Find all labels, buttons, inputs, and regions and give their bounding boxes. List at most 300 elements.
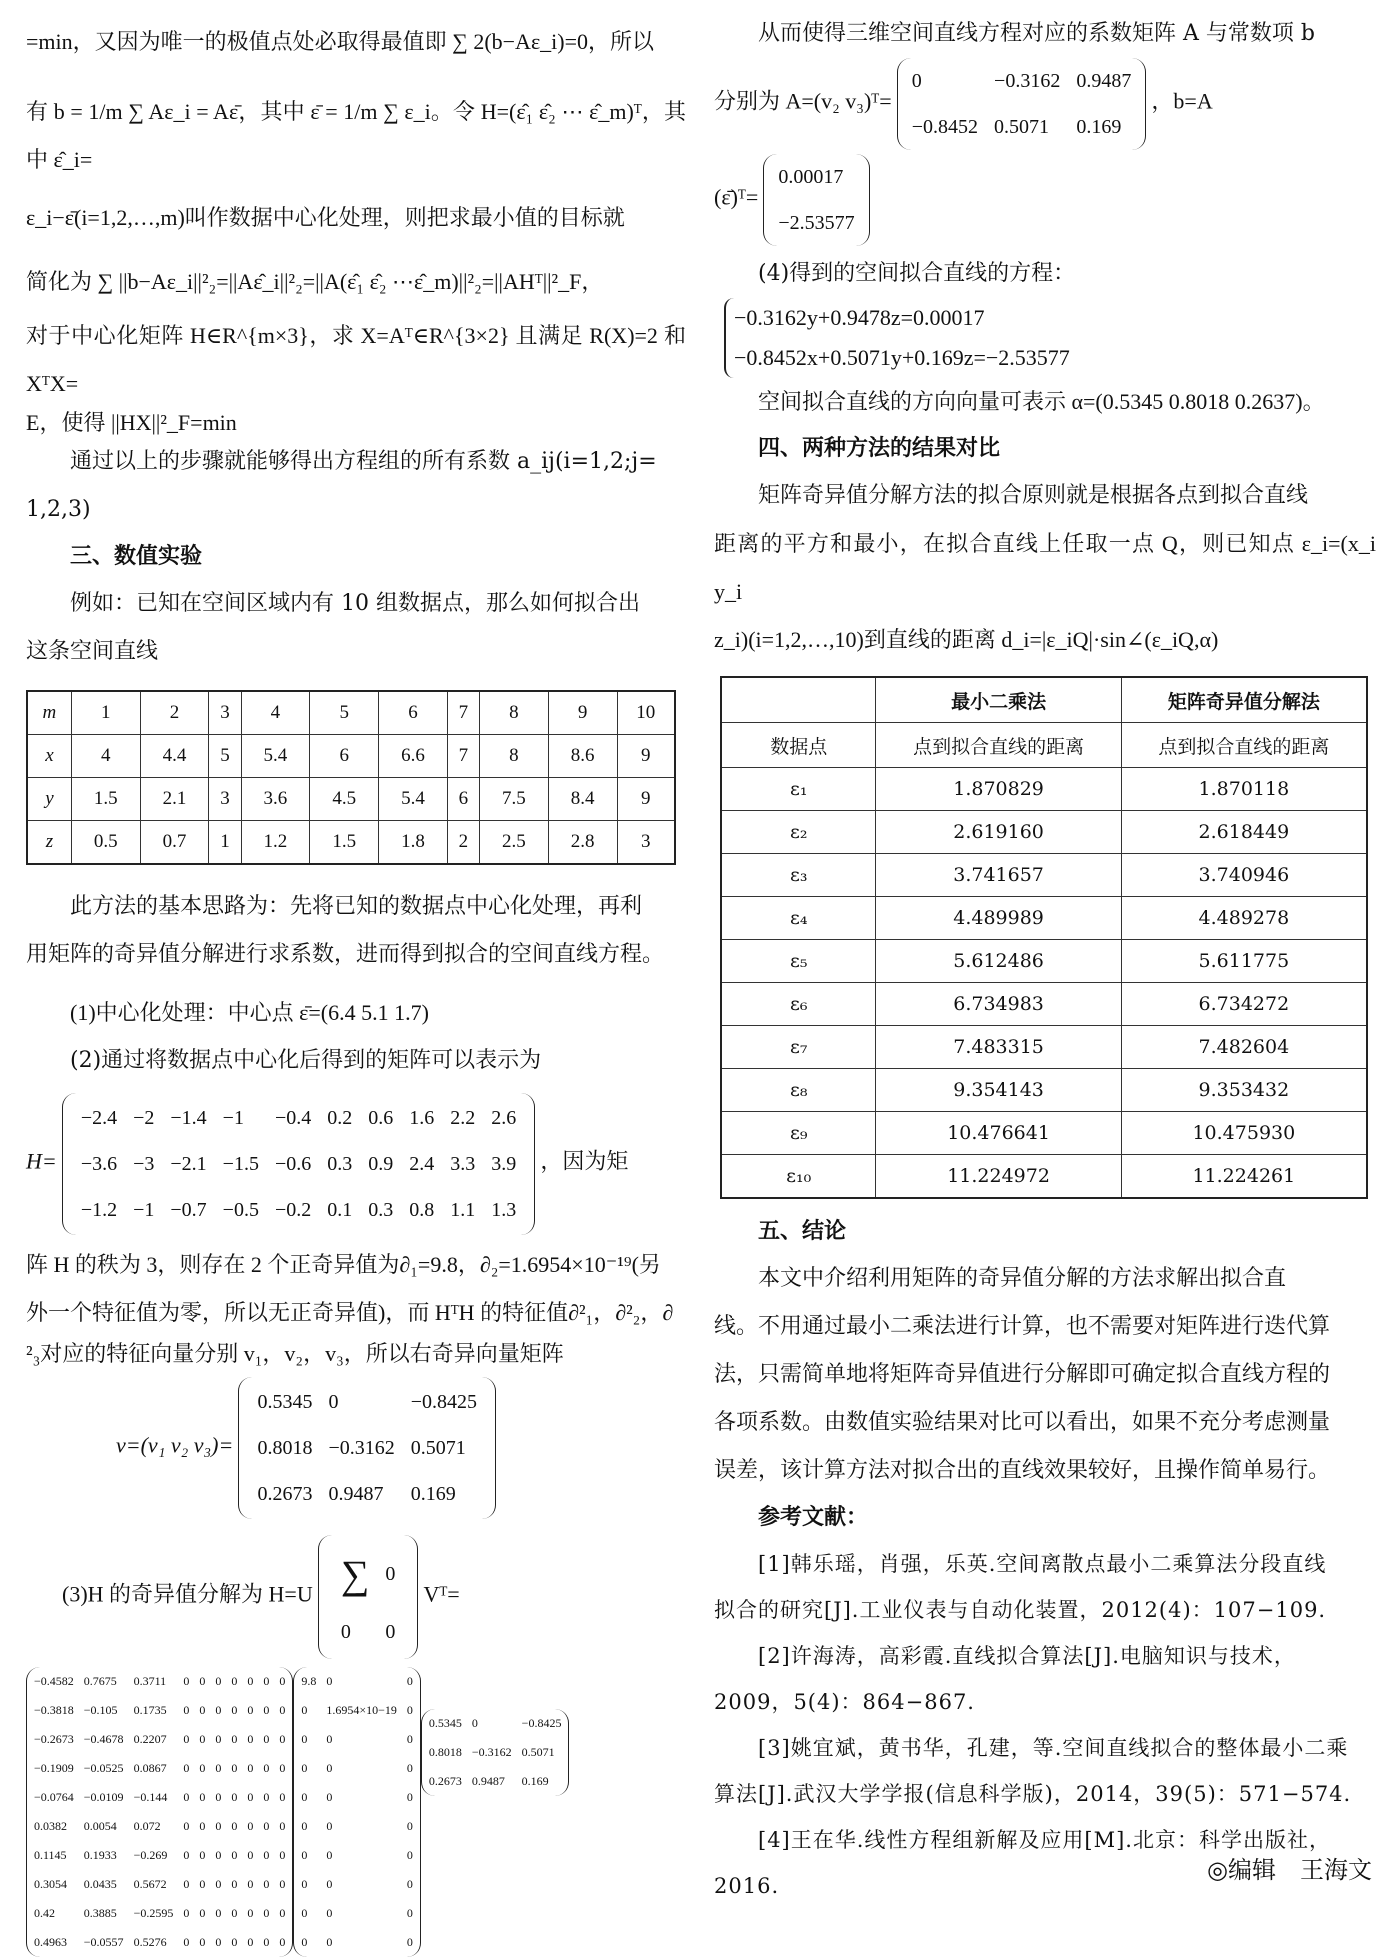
matrix-U-cell: 0 [231,1703,238,1717]
matrix-VT-cell: 0.8018 [428,1744,462,1759]
matrix-tail: ，b=A [1151,88,1213,114]
matrix-S-cell: 0 [406,1761,413,1775]
matrix-U-cell: 0 [263,1761,270,1775]
paragraph: (1)中心化处理：中心点 ε̄=(6.4 5.1 1.7) [70,1000,429,1025]
data-table-cell: 1.5 [71,778,140,821]
matrix-S-cell: 1.6954×10−19 [326,1703,397,1717]
matrix-VT-cell: 0.169 [521,1773,549,1788]
matrix-U-cell: 0 [247,1935,254,1949]
matrix-H-cell: −1.5 [222,1152,259,1175]
comparison-cell: ε₉ [721,1112,876,1155]
matrix-S-row [296,1696,418,1725]
comparison-row [721,983,1367,1026]
paragraph: 阵 H 的秩为 3，则存在 2 个正奇异值为∂₁=9.8，∂₂=1.6954×10⁻¹⁹(另 [26,1252,661,1277]
comparison-row [721,768,1367,811]
vector-b [763,154,869,246]
section-heading: 三、数值实验 [70,544,203,569]
equation: −0.3162y+0.9478z=0.00017 [734,305,985,330]
reference-line: [1]韩乐瑶，肖强，乐英.空间离散点最小二乘算法分段直线 [758,1552,1327,1576]
comparison-cell: 9.353432 [1121,1069,1367,1112]
matrix-U-cell: 0 [279,1732,286,1746]
comparison-cell: ε₁₀ [721,1155,876,1199]
matrix-S-cell: 0 [406,1819,413,1833]
data-points-table [26,690,676,865]
matrix-U-cell: −0.2673 [34,1732,74,1746]
matrix-U-cell: 0 [215,1761,222,1775]
matrix-U-cell: −0.0525 [83,1761,124,1775]
comparison-cell: 5.611775 [1121,940,1367,983]
paragraph: 本文中介绍利用矩阵的奇异值分解的方法求解出拟合直 [758,1266,1287,1291]
matrix-H-row [73,1141,524,1187]
data-table-cell: 8.4 [548,778,617,821]
data-table-cell: 4 [71,735,140,778]
paragraph: 有 b = 1/m ∑ Aε_i = Aε̄，其中 ε̄ = 1/m ∑ ε_i。令 H=(ε̂₁ ε̂₂ ⋯ ε̂_m)ᵀ，其中 ε̂_i= [26,99,686,172]
comparison-cell: 10.475930 [1121,1112,1367,1155]
matrix-label: 分别为 A=(v₂ v₃)ᵀ= [714,88,892,114]
comparison-row [721,1069,1367,1112]
matrix-U-cell: 0 [199,1819,206,1833]
matrix-U-cell: 0 [263,1819,270,1833]
matrix-v-cell: 0.5345 [257,1390,313,1413]
matrix-U-cell: 0 [231,1877,238,1891]
matrix-U-cell: 0 [183,1906,190,1920]
matrix-A-cell: 0.169 [1076,115,1122,138]
matrix-U-cell: 0.5276 [133,1935,167,1949]
matrix-U-cell: 0 [263,1674,270,1688]
matrix-H-cell: −3 [133,1152,155,1175]
matrix-U-cell: 0 [231,1935,238,1949]
matrix-H-cell: 2.6 [491,1106,517,1129]
matrix-U-cell: 0 [263,1790,270,1804]
matrix-S-row [296,1812,418,1841]
svd-label: (3)H 的奇异值分解为 H=U [62,1581,313,1607]
data-table-cell: y [27,778,71,821]
comparison-row [721,1155,1367,1199]
reference-line: 拟合的研究[J].工业仪表与自动化装置，2012(4)：107−109. [714,1598,1327,1622]
data-table-cell: 5.4 [241,735,310,778]
matrix-H-cell: −0.6 [274,1152,312,1175]
data-table-cell: 9 [617,735,675,778]
matrix-U-cell: 0 [231,1732,238,1746]
reference-line: 2016. [714,1874,780,1898]
data-table-cell: 6.6 [379,735,448,778]
matrix-S-cell: 0 [326,1732,333,1746]
matrix-U-cell: 0 [263,1877,270,1891]
matrix-VT-cell: 0.5345 [428,1715,462,1730]
comparison-cell: ε₇ [721,1026,876,1069]
matrix-S-cell: 0 [301,1732,308,1746]
comparison-header-cell: 点到拟合直线的距离 [876,723,1121,768]
matrix-U-cell: 0 [199,1935,206,1949]
matrix-v-cell: −0.8425 [410,1390,478,1413]
matrix-v-cell: 0.5071 [410,1436,466,1459]
data-table-cell: 3 [209,778,241,821]
data-table-cell: 8.6 [548,735,617,778]
matrix-H-cell: −2 [133,1106,155,1129]
matrix-A-cell: 0 [911,69,922,92]
matrix-H-row [73,1187,524,1233]
matrix-H-cell: −2.1 [170,1152,207,1175]
matrix-U-cell: −0.0764 [34,1790,74,1804]
matrix-U-cell: 0 [215,1674,222,1688]
matrix-U-row [29,1754,290,1783]
matrix-S-cell: 0 [301,1761,308,1775]
matrix-H-cell: 0.8 [409,1198,435,1221]
paragraph: 通过以上的步骤就能够得出方程组的所有系数 a_ij(i=1,2;j= [70,449,657,474]
matrix-A-cell: −0.3162 [994,69,1061,92]
data-table-cell: 9 [548,691,617,735]
paragraph: 例如：已知在空间区域内有 10 组数据点，那么如何拟合出 [70,591,640,616]
matrix-H-cell: 0.6 [368,1106,394,1129]
matrix-U-cell: 0.3054 [34,1877,67,1891]
matrix-U [26,1667,293,1957]
matrix-U-cell: 0 [231,1906,238,1920]
matrix-U-cell: 0 [183,1703,190,1717]
matrix-U-cell: 0 [247,1819,254,1833]
comparison-cell: ε₆ [721,983,876,1026]
matrix-U-cell: −0.1909 [34,1761,74,1775]
matrix-S-cell: 0 [326,1674,333,1688]
comparison-header-cell: 数据点 [721,723,876,768]
comparison-cell: 9.354143 [876,1069,1121,1112]
matrix-H [62,1093,535,1235]
data-table-cell: 4 [241,691,310,735]
data-table-row [27,821,675,865]
sigma-matrix: ∑ 0 0 0 [318,1535,419,1659]
matrix-U-row [29,1783,290,1812]
matrix-S-cell: 0 [301,1848,308,1862]
data-table-cell: 10 [617,691,675,735]
data-table-cell: 3 [209,691,241,735]
matrix-S-cell: 9.8 [301,1674,317,1688]
matrix-U-cell: 0 [279,1761,286,1775]
data-table-cell: 4.4 [140,735,209,778]
data-table-cell: 7 [447,691,479,735]
matrix-S [293,1667,421,1957]
matrix-U-cell: 0.0435 [83,1877,117,1891]
matrix-VT-row [424,1738,567,1767]
paragraph: 简化为 ∑ ||b−Aε_i||²₂=||Aε̂_i||²₂=||A(ε̂₁ ε̂₂ ⋯ε̂_m)||²₂=||AHᵀ||²_F， [26,269,604,294]
matrix-S-row [296,1754,418,1783]
matrix-S-cell: 0 [406,1935,413,1949]
data-table-row [27,691,675,735]
matrix-U-cell: 0 [263,1848,270,1862]
matrix-U-cell: 0 [247,1674,254,1688]
matrix-v-cell: 0.2673 [257,1482,313,1505]
data-table-cell: 7.5 [480,778,549,821]
matrix-U-cell: 0 [215,1877,222,1891]
matrix-U-cell: 0 [247,1906,254,1920]
vector-b-block [714,154,1376,246]
comparison-cell: 4.489989 [876,897,1121,940]
matrix-U-cell: 0 [231,1819,238,1833]
paragraph: E，使得 ||HX||²_F=min [26,410,237,435]
matrix-U-cell: 0 [215,1703,222,1717]
matrix-A-cell: 0.9487 [1076,69,1132,92]
data-table-cell: 1 [209,821,241,865]
paragraph: 各项系数。由数值实验结果对比可以看出，如果不充分考虑测量 [714,1410,1331,1435]
matrix-U-cell: 0 [279,1877,286,1891]
matrix-S-cell: 0 [326,1819,333,1833]
matrix-S-row [296,1899,418,1928]
matrix-U-cell: 0 [183,1848,190,1862]
matrix-U-cell: 0 [247,1732,254,1746]
matrix-U-cell: 0 [231,1790,238,1804]
matrix-U-cell: 0.42 [34,1906,55,1920]
matrix-VT [421,1709,570,1796]
paragraph: 这条空间直线 [26,639,159,664]
comparison-table [720,676,1368,1199]
matrix-S-cell: 0 [301,1819,308,1833]
matrix-S-cell: 0 [326,1935,333,1949]
matrix-tail: ，因为矩 [540,1148,629,1174]
matrix-H-cell: −1.4 [170,1106,207,1129]
comparison-header-cell: 点到拟合直线的距离 [1121,723,1367,768]
matrix-H-row [73,1095,524,1141]
matrix-H-cell: 2.4 [409,1152,435,1175]
comparison-cell: 11.224261 [1121,1155,1367,1199]
matrix-U-cell: 0.5672 [133,1877,167,1891]
paragraph: 对于中心化矩阵 H∈R^{m×3}，求 X=Aᵀ∈R^{3×2} 且满足 R(X)=2 和 XᵀX= [26,323,686,396]
matrix-U-cell: 0 [199,1732,206,1746]
matrix-VT-cell: 0 [471,1715,478,1730]
paragraph: 1,2,3) [26,497,91,522]
data-table-cell: 0.5 [71,821,140,865]
matrix-U-cell: −0.4582 [34,1674,74,1688]
matrix-A-cell: −0.8452 [911,115,979,138]
matrix-U-cell: 0.3711 [133,1674,167,1688]
paragraph: ε_i−ε̄(i=1,2,…,m)叫作数据中心化处理，则把求最小值的目标就 [26,205,625,230]
data-table-cell: m [27,691,71,735]
matrix-U-cell: 0 [247,1877,254,1891]
matrix-U-cell: 0 [279,1703,286,1717]
paragraph: (2)通过将数据点中心化后得到的矩阵可以表示为 [70,1048,542,1073]
matrix-S-cell: 0 [406,1906,413,1920]
vector-b-cell: −2.53577 [778,211,855,234]
data-table-cell: 3.6 [241,778,310,821]
svd-tail: Vᵀ= [423,1581,460,1607]
matrix-U-cell: 0 [183,1761,190,1775]
comparison-cell: ε₁ [721,768,876,811]
vector-b-row [770,154,862,200]
data-table-row [27,778,675,821]
comparison-header-cell: 最小二乘法 [876,677,1121,723]
matrix-U-cell: 0 [199,1761,206,1775]
matrix-A-row [904,58,1140,104]
paragraph: ²₃对应的特征向量分别 v₁，v₂，v₃，所以右奇异向量矩阵 [26,1341,564,1366]
comparison-header-cell: 矩阵奇异值分解法 [1121,677,1367,723]
matrix-U-cell: −0.3818 [34,1703,74,1717]
matrix-U-cell: 0 [199,1703,206,1717]
matrix-S-cell: 0 [326,1761,333,1775]
comparison-row [721,1026,1367,1069]
matrix-U-cell: 0.0867 [133,1761,167,1775]
matrix-U-cell: 0 [183,1732,190,1746]
comparison-cell: 4.489278 [1121,897,1367,940]
matrix-U-cell: −0.269 [133,1848,168,1862]
data-table-cell: 7 [447,735,479,778]
data-table-cell: 0.7 [140,821,209,865]
matrix-VT-row [424,1709,567,1738]
matrix-S-cell: 0 [406,1877,413,1891]
comparison-cell: 6.734983 [876,983,1121,1026]
matrix-U-cell: 0 [263,1935,270,1949]
matrix-VT-cell: 0.2673 [428,1773,462,1788]
comparison-header-row [721,677,1367,723]
data-table-cell: 2.5 [480,821,549,865]
vector-b-cell: 0.00017 [778,165,844,188]
comparison-cell: 6.734272 [1121,983,1367,1026]
paragraph: 外一个特征值为零，所以无正奇异值)，而 HᵀH 的特征值∂²₁，∂²₂，∂ [26,1300,674,1325]
comparison-cell: ε₃ [721,854,876,897]
data-table-cell: 1.8 [379,821,448,865]
matrix-H-cell: 3.3 [450,1152,476,1175]
editor-signature: ◎编辑 王海文 [1207,1856,1372,1884]
matrix-S-row [296,1725,418,1754]
matrix-S-cell: 0 [301,1906,308,1920]
data-table-cell: 6 [379,691,448,735]
vector-label: (ε̄)ᵀ= [714,184,759,210]
reference-line: [3]姚宜斌，黄书华，孔建，等.空间直线拟合的整体最小二乘 [758,1736,1349,1760]
paragraph: 误差，该计算方法对拟合出的直线效果较好，且操作简单易行。 [714,1458,1331,1483]
matrix-A-row [904,104,1140,150]
data-table-cell: 3 [617,821,675,865]
data-table-cell: z [27,821,71,865]
data-table-cell: 5 [209,735,241,778]
comparison-cell: ε₅ [721,940,876,983]
matrix-H-cell: 2.2 [450,1106,476,1129]
comparison-cell: 2.618449 [1121,811,1367,854]
matrix-U-cell: 0 [199,1790,206,1804]
matrix-U-cell: 0 [279,1790,286,1804]
data-table-row [27,735,675,778]
right-column [714,10,1376,1909]
matrix-U-cell: 0 [183,1935,190,1949]
matrix-VT-row [424,1767,567,1796]
comparison-cell: 3.741657 [876,854,1121,897]
paragraph: 距离的平方和最小，在拟合直线上任取一点 Q，则已知点 ε_i=(x_i y_i [714,531,1376,604]
matrix-H-cell: 1.3 [491,1198,517,1221]
matrix-U-cell: −0.2595 [133,1906,174,1920]
comparison-row [721,811,1367,854]
matrix-VT-cell: −0.8425 [521,1715,562,1730]
matrix-H-cell: −1 [222,1106,244,1129]
comparison-cell: 3.740946 [1121,854,1367,897]
reference-line: [4]王在华.线性方程组新解及应用[M].北京：科学出版社， [758,1828,1331,1852]
comparison-cell: 2.619160 [876,811,1121,854]
matrix-S-row [296,1783,418,1812]
comparison-cell: 7.483315 [876,1026,1121,1069]
matrix-S-cell: 0 [406,1703,413,1717]
comparison-row [721,1112,1367,1155]
comparison-row [721,940,1367,983]
matrix-U-cell: 0.1735 [133,1703,167,1717]
matrix-S-cell: 0 [301,1935,308,1949]
matrix-S-cell: 0 [406,1732,413,1746]
matrix-v-row [249,1471,485,1517]
comparison-cell: 7.482604 [1121,1026,1367,1069]
matrix-U-cell: 0 [199,1906,206,1920]
matrix-U-cell: 0 [183,1877,190,1891]
matrix-v-row [249,1425,485,1471]
matrix-U-cell: 0.0382 [34,1819,67,1833]
data-table-cell: 1.5 [310,821,379,865]
matrix-H-cell: −0.2 [274,1198,312,1221]
matrix-H-cell: 0.3 [327,1152,353,1175]
matrix-U-cell: 0 [215,1935,222,1949]
matrix-H-cell: 1.1 [450,1198,476,1221]
matrix-S-cell: 0 [326,1877,333,1891]
matrix-U-row [29,1725,290,1754]
matrix-v-cell: 0.9487 [328,1482,384,1505]
matrix-S-cell: 0 [301,1877,308,1891]
left-column [26,10,686,1957]
data-table-cell: 6 [310,735,379,778]
matrix-U-cell: 0 [247,1703,254,1717]
matrix-VT-cell: −0.3162 [471,1744,512,1759]
matrix-U-cell: 0 [183,1819,190,1833]
matrix-S-cell: 0 [326,1790,333,1804]
matrix-U-cell: 0 [231,1761,238,1775]
matrix-H-cell: 0.1 [327,1198,353,1221]
matrix-H-block [26,1093,686,1235]
section-heading: 四、两种方法的结果对比 [758,436,1001,461]
comparison-header-row [721,723,1367,768]
matrix-U-cell: 0 [247,1790,254,1804]
paragraph: 空间拟合直线的方向向量可表示 α=(0.5345 0.8018 0.2637)。 [758,389,1325,414]
comparison-header-cell [721,677,876,723]
matrix-H-cell: −1 [133,1198,155,1221]
line-equations [724,298,1376,378]
matrix-U-cell: 0 [247,1848,254,1862]
matrix-U-cell: −0.4678 [83,1732,124,1746]
matrix-v-cell: 0.8018 [257,1436,313,1459]
matrix-S-cell: 0 [406,1674,413,1688]
reference-line: 2009，5(4)：864−867. [714,1690,975,1714]
matrix-H-cell: −2.4 [80,1106,118,1129]
matrix-S-cell: 0 [326,1906,333,1920]
matrix-U-cell: 0 [215,1732,222,1746]
matrix-U-cell: −0.0557 [83,1935,124,1949]
matrix-U-cell: 0.1145 [34,1848,67,1862]
matrix-U-row [29,1667,290,1696]
matrix-H-cell: −3.6 [80,1152,118,1175]
matrix-S-cell: 0 [301,1703,308,1717]
matrix-S-row [296,1667,418,1696]
matrix-U-cell: 0 [263,1732,270,1746]
matrix-U-cell: −0.0109 [83,1790,124,1804]
matrix-U-cell: 0 [183,1674,190,1688]
comparison-cell: 5.612486 [876,940,1121,983]
svd-block [26,1535,686,1659]
matrix-label: v=(v₁ v₂ v₃)= [116,1432,234,1458]
data-table-cell: 1 [71,691,140,735]
matrix-S-cell: 0 [406,1790,413,1804]
matrix-U-cell: 0.0054 [83,1819,117,1833]
reference-line: 算法[J].武汉大学学报(信息科学版)，2014，39(5)：571−574. [714,1782,1352,1806]
sigma-symbol: ∑ [340,1551,370,1597]
matrix-H-cell: −0.7 [170,1198,207,1221]
comparison-cell: ε₄ [721,897,876,940]
matrix-A [897,58,1147,150]
matrix-U-cell: 0 [215,1819,222,1833]
matrix-U-cell: −0.105 [83,1703,118,1717]
paragraph: 此方法的基本思路为：先将已知的数据点中心化处理，再利 [70,894,643,919]
data-table-cell: 8 [480,691,549,735]
matrix-U-cell: 0 [279,1848,286,1862]
matrix-H-cell: 0.2 [327,1106,353,1129]
matrix-U-cell: 0 [263,1703,270,1717]
